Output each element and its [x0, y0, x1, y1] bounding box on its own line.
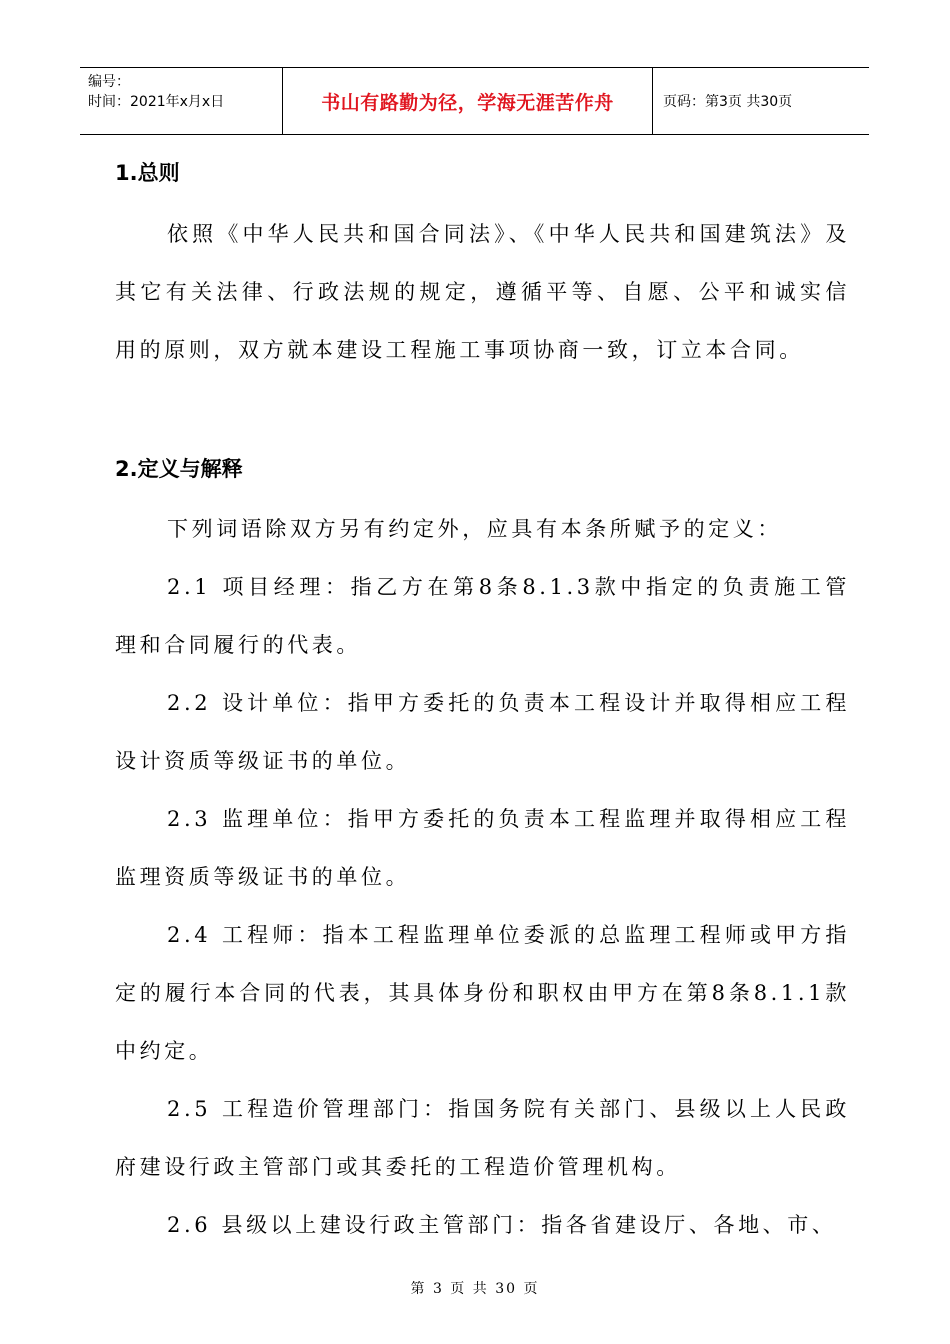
header-motto: 书山有路勤为径，学海无涯苦作舟: [321, 91, 614, 114]
header-time-label: 时间：2021年x月x日: [88, 94, 225, 110]
page-header: [80, 67, 869, 135]
section-2-body: [115, 500, 850, 1254]
clause-2-2: 2.2 设计单位：指甲方委托的负责本工程设计并取得相应工程设计资质等级证书的单位。: [115, 691, 850, 773]
clause-2-4: 2.4 工程师：指本工程监理单位委派的总监理工程师或甲方指定的履行本合同的代表，其具体身份和职权由甲方在第8条8.1.1款中约定。: [115, 923, 850, 1063]
clause-2-5: 2.5 工程造价管理部门：指国务院有关部门、县级以上人民政府建设行政主管部门或其委托的工程造价管理机构。: [115, 1097, 850, 1179]
section-2-heading: 2.定义与解释: [115, 457, 243, 481]
page-footer: 第 3 页 共 30 页: [410, 1281, 540, 1297]
section-1-heading: 1.总则: [115, 161, 180, 185]
header-motto-cell: [282, 68, 653, 134]
clause-2-6: 2.6 县级以上建设行政主管部门：指各省建设厅、各地、市、: [167, 1213, 837, 1237]
section-1-paragraph: 依照《中华人民共和国合同法》、《中华人民共和国建筑法》及其它有关法律、行政法规的规定，遵循平等、自愿、公平和诚实信用的原则，双方就本建设工程施工事项协商一致，订立本合同。: [115, 222, 850, 362]
header-page-cell: [653, 68, 869, 134]
header-left-cell: [80, 68, 282, 134]
clause-2-1: 2.1 项目经理：指乙方在第8条8.1.3款中指定的负责施工管理和合同履行的代表。: [115, 575, 850, 657]
header-number-label: 编号：: [88, 74, 130, 90]
header-page-info: 页码：第3页 共30页: [663, 94, 793, 110]
clause-2-3: 2.3 监理单位：指甲方委托的负责本工程监理并取得相应工程监理资质等级证书的单位。: [115, 807, 850, 889]
section-2-intro: 下列词语除双方另有约定外，应具有本条所赋予的定义：: [167, 517, 782, 541]
